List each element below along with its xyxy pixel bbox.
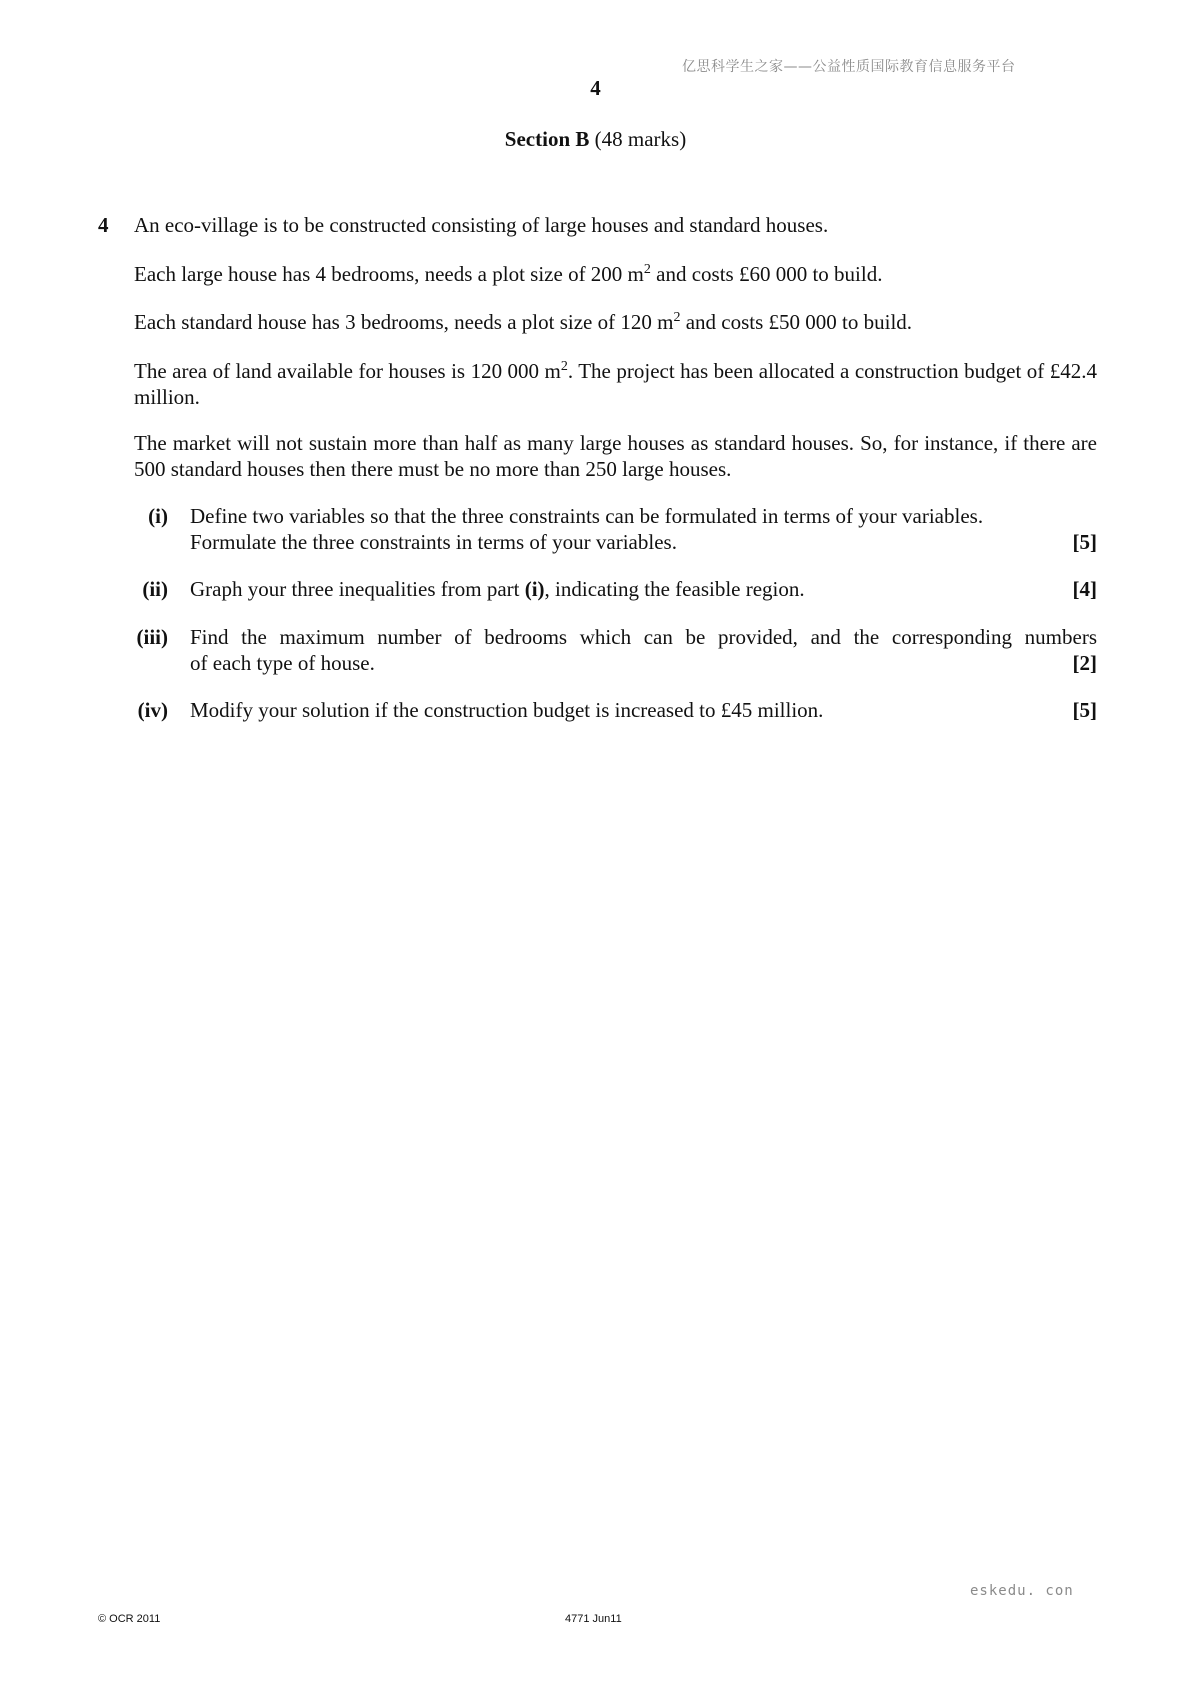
- part-label-iv: (iv): [137, 698, 168, 722]
- watermark-footer: eskedu. con: [970, 1583, 1074, 1599]
- section-title: Section B: [504, 127, 590, 151]
- part-marks-i: [5]: [1072, 530, 1097, 554]
- part-text-i: Define two variables so that the three constraints can be formulated in terms of your variables. Formulate the three constraints in terms of your variables.: [190, 504, 984, 554]
- part-text-iv: Modify your solution if the construction budget is increased to £45 million.: [190, 698, 824, 722]
- land-budget-statement: The area of land available for houses is 120 000 $m^2$. The project has been allocated a construction budget of £42.4 million.: [134, 359, 1097, 409]
- section-heading: [0, 126, 1191, 152]
- page-number: 4: [590, 76, 601, 100]
- large-house-statement: Each large house has 4 bedrooms, needs a plot size of 200 $m^2$ and costs £60 000 to build.: [134, 262, 883, 286]
- question-number: 4: [98, 213, 109, 237]
- question-intro: An eco-village is to be constructed consisting of large houses and standard houses.: [134, 213, 829, 237]
- part-marks-iv: [5]: [1072, 698, 1097, 722]
- paper-code: 4771 Jun11: [565, 1613, 622, 1625]
- part-text-ii: Graph your three inequalities from part (i), indicating the feasible region.: [190, 577, 805, 601]
- part-marks-ii: [4]: [1072, 577, 1097, 601]
- copyright: © OCR 2011: [98, 1613, 161, 1625]
- watermark-header: 亿思科学生之家——公益性质国际教育信息服务平台: [682, 59, 1016, 75]
- part-text-iii: Find the maximum number of bedrooms which can be provided, and the corresponding numbers of each type of house.: [190, 625, 1097, 675]
- part-label-i: (i): [148, 504, 168, 528]
- part-marks-iii: [2]: [1072, 651, 1097, 675]
- part-label-ii: (ii): [142, 577, 168, 601]
- part-label-iii: (iii): [136, 625, 168, 649]
- market-statement: The market will not sustain more than half as many large houses as standard houses. So, for instance, if there are 500 standard houses then there must be no more than 250 large houses.: [134, 431, 1097, 481]
- standard-house-statement: Each standard house has 3 bedrooms, needs a plot size of 120 $m^2$ and costs £50 000 to build.: [134, 310, 913, 334]
- section-marks: (48 marks): [594, 127, 687, 151]
